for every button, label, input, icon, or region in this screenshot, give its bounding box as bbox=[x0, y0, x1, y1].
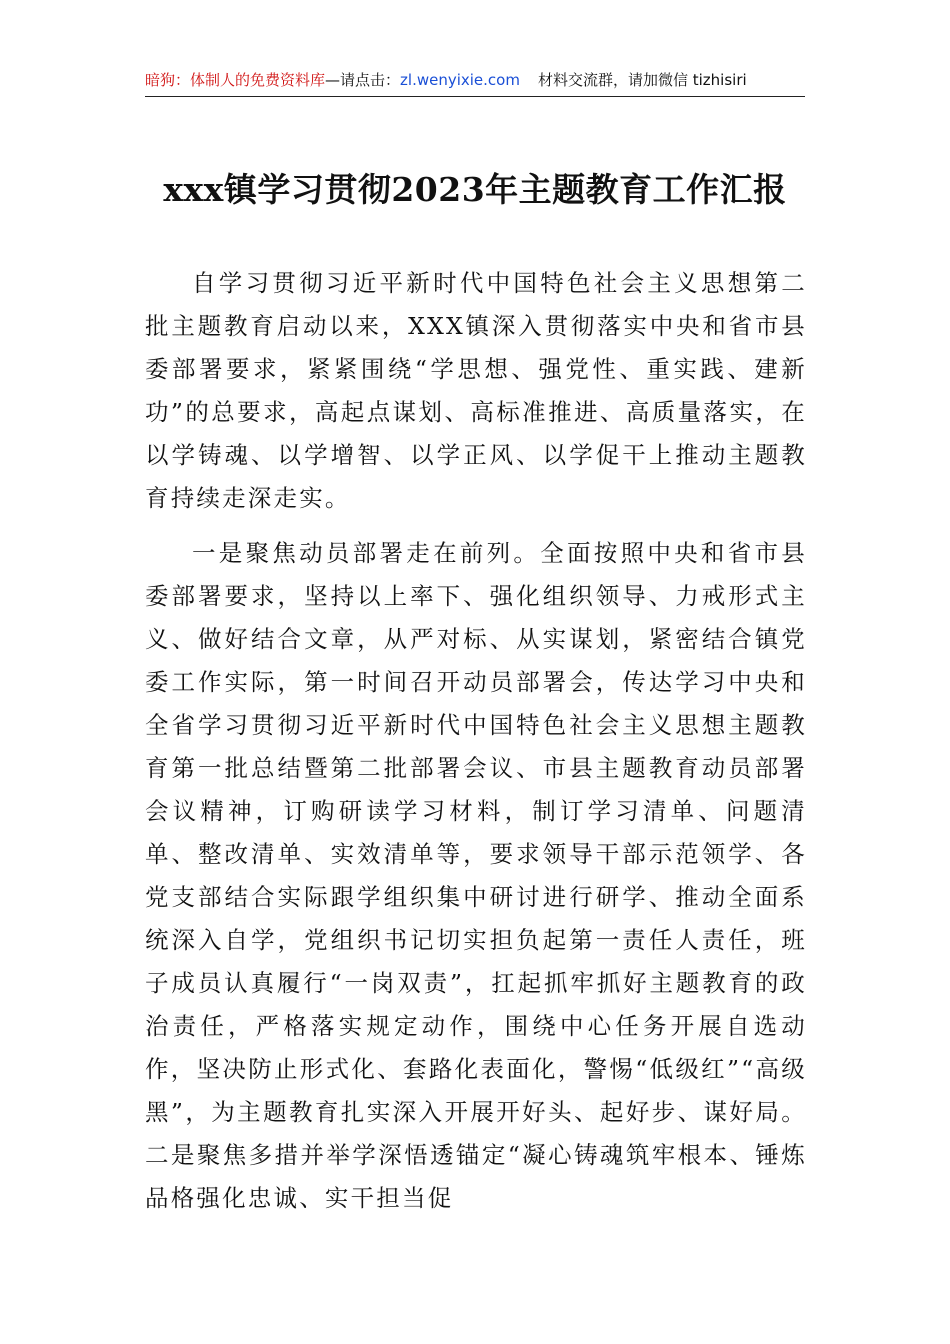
page-header bbox=[145, 70, 805, 97]
paragraph-intro: 自学习贯彻习近平新时代中国特色社会主义思想第二批主题教育启动以来，XXX镇深入贯彻落实中央和省市县委部署要求，紧紧围绕“学思想、强党性、重实践、建新功”的总要求，高起点谋划、高标准推进、高质量落实，在以学铸魂、以学增智、以学正风、以学促干上推动主题教育持续走深走实。 bbox=[145, 269, 807, 512]
paragraph-section-one: 一是聚焦动员部署走在前列。全面按照中央和省市县委部署要求，坚持以上率下、强化组织领导、力戒形式主义、做好结合文章，从严对标、从实谋划，紧密结合镇党委工作实际，第一时间召开动员部署会，传达学习中央和全省学习贯彻习近平新时代中国特色社会主义思想主题教育第一批总结暨第二批部署会议、市县主题教育动员部署会议精神，订购研读学习材料，制订学习清单、问题清单、整改清单、实效清单等，要求领导干部示范领学、各党支部结合实际跟学组织集中研讨进行研学、推动全面系统深入自学，党组织书记切实担负起第一责任人责任，班子成员认真履行“一岗双责”，扛起抓牢抓好主题教育的政治责任，严格落实规定动作，围绕中心任务开展自选动作，坚决防止形式化、套路化表面化，警惕“低级红”“高级黑”，为主题教育扎实深入开展开好头、起好步、谋好局。二是聚焦多措并举学深悟透锚定“凝心铸魂筑牢根本、锤炼品格强化忠诚、实干担当促 bbox=[145, 539, 807, 1212]
header-prompt: —请点击： bbox=[325, 71, 401, 89]
document-title: xxx镇学习贯彻2023年主题教育工作汇报 bbox=[163, 170, 787, 209]
header-link[interactable]: zl.wenyixie.com bbox=[400, 71, 520, 89]
header-brand: 暗狗：体制人的免费资料库 bbox=[145, 71, 326, 89]
header-contact: 材料交流群，请加微信 tizhisiri bbox=[537, 71, 747, 89]
document-body bbox=[145, 262, 807, 1232]
